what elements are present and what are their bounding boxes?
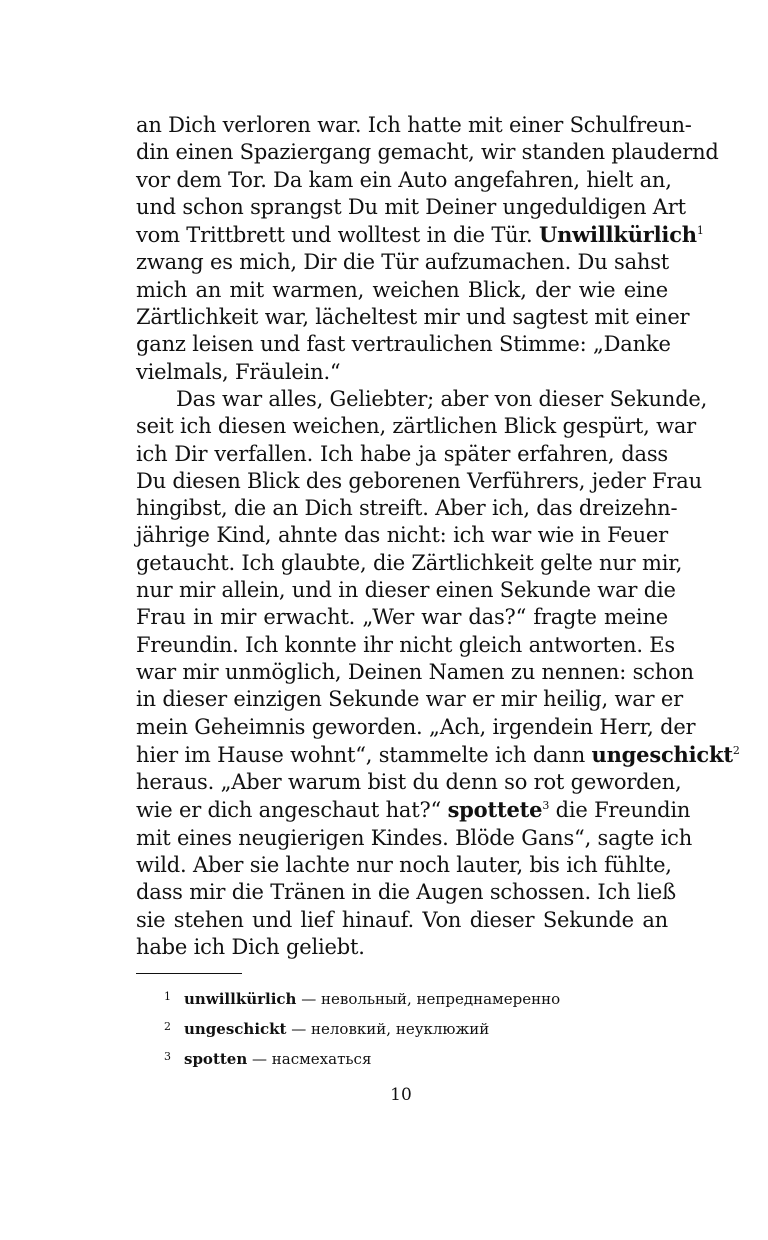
footnote-number: 3	[164, 1050, 171, 1063]
text-segment: hier im Hause wohnt“, stammelte ich dann	[136, 742, 592, 767]
text-line: und schon sprangst Du mit Deiner ungeduldigen Art	[136, 194, 686, 219]
glossed-term: spottete	[447, 797, 543, 823]
main-text	[136, 112, 740, 961]
glossed-term: Unwillkürlich	[538, 222, 697, 248]
footnote-translation: насмехаться	[271, 1050, 372, 1068]
text-line	[136, 221, 704, 249]
text-segment: die Freundin	[549, 798, 691, 823]
footnote-ref: 3	[542, 799, 550, 813]
text-line: getaucht. Ich glaubte, die Zärtlichkeit gelte nur mir,	[136, 550, 683, 575]
footnote-ref: 1	[696, 224, 704, 238]
footnote-dash: —	[296, 990, 322, 1008]
text-line: seit ich diesen weichen, zärtlichen Blick gespürt, war	[136, 414, 697, 439]
text-line	[136, 796, 691, 824]
text-line: mit eines neugierigen Kindes. Blöde Gans“, sagte ich	[136, 825, 693, 850]
footnote-1	[164, 983, 560, 1013]
footnote-translation: неловкий, неуклюжий	[311, 1020, 490, 1038]
footnote-translation: невольный, непреднамеренно	[321, 990, 561, 1008]
paragraph-2	[136, 386, 740, 961]
text-line: wild. Aber sie lachte nur noch lauter, bis ich fühlte,	[136, 853, 672, 878]
text-line: sie stehen und lief hinauf. Von dieser Sekunde an	[136, 907, 668, 932]
footnote-dash: —	[286, 1020, 312, 1038]
text-line: Freundin. Ich konnte ihr nicht gleich antworten. Es	[136, 632, 675, 657]
page-number: 10	[390, 1085, 412, 1105]
text-line: Frau in mir erwacht. „Wer war das?“ fragte meine	[136, 605, 668, 630]
footnote-divider	[136, 973, 242, 974]
footnote-3	[164, 1043, 560, 1073]
text-line: Du diesen Blick des geborenen Verführers, jeder Frau	[136, 468, 702, 493]
text-line: zwang es mich, Dir die Tür aufzumachen. Du sahst	[136, 250, 670, 275]
footnote-2	[164, 1013, 560, 1043]
text-line: in dieser einzigen Sekunde war er mir heilig, war er	[136, 687, 683, 712]
text-line	[136, 741, 740, 769]
text-line: heraus. „Aber warum bist du denn so rot geworden,	[136, 770, 682, 795]
text-line: war mir unmöglich, Deinen Namen zu nennen: schon	[136, 659, 694, 684]
footnote-term: ungeschickt	[184, 1020, 287, 1038]
text-line: habe ich Dich geliebt.	[136, 934, 365, 959]
footnote-number: 2	[164, 1020, 171, 1033]
footnote-term: unwillkürlich	[184, 990, 297, 1008]
text-line: Zärtlichkeit war, lächeltest mir und sagtest mit einer	[136, 305, 690, 330]
text-line: nur mir allein, und in dieser einen Sekunde war die	[136, 578, 676, 603]
text-line: din einen Spaziergang gemacht, wir standen plaudernd	[136, 140, 719, 165]
footnote-number: 1	[164, 990, 171, 1003]
text-line: vor dem Tor. Da kam ein Auto angefahren, hielt an,	[136, 167, 672, 192]
text-line: mein Geheimnis geworden. „Ach, irgendein Herr, der	[136, 714, 696, 739]
text-line: Das war alles, Geliebter; aber von dieser Sekunde,	[176, 386, 708, 411]
text-segment: wie er dich angeschaut hat?“	[136, 798, 448, 823]
text-segment: vom Trittbrett und wolltest in die Tür.	[136, 223, 539, 248]
text-line: an Dich verloren war. Ich hatte mit einer Schulfreun-	[136, 113, 692, 137]
text-line: dass mir die Tränen in die Augen schossen. Ich ließ	[136, 880, 676, 905]
text-line: hingibst, die an Dich streift. Aber ich, das dreizehn-	[136, 496, 678, 521]
footnotes	[164, 983, 560, 1073]
footnote-dash: —	[247, 1050, 272, 1068]
footnote-ref: 2	[732, 743, 740, 757]
paragraph-1	[136, 112, 719, 386]
text-line: vielmals, Fräulein.“	[136, 359, 341, 384]
text-line: ich Dir verfallen. Ich habe ja später erfahren, dass	[136, 441, 668, 466]
text-line: ganz leisen und fast vertraulichen Stimme: „Danke	[136, 332, 671, 357]
text-line: jährige Kind, ahnte das nicht: ich war wie in Feuer	[136, 523, 668, 548]
footnote-term: spotten	[184, 1050, 248, 1068]
glossed-term: ungeschickt	[591, 741, 733, 767]
text-line: mich an mit warmen, weichen Blick, der wie eine	[136, 277, 668, 302]
